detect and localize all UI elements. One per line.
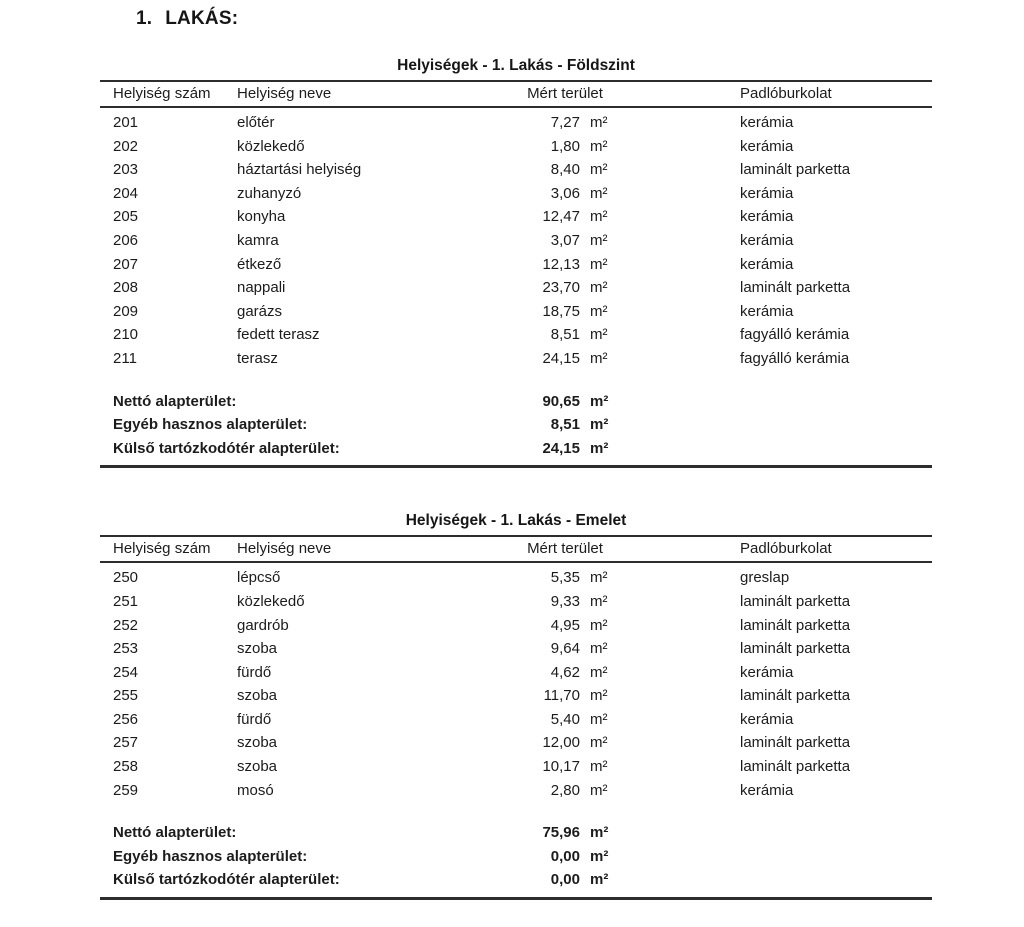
cell-room-name: szoba <box>237 687 278 705</box>
cell-area-value: 24,15 <box>542 349 580 367</box>
cell-room-name: kamra <box>237 231 279 249</box>
table-row <box>100 755 932 779</box>
summary-row <box>100 868 932 892</box>
cell-floor-covering: laminált parketta <box>740 161 851 179</box>
summary-row <box>100 845 932 869</box>
table-body <box>100 108 932 371</box>
cell-floor-covering: kerámia <box>740 208 794 226</box>
summary-spacer <box>630 868 932 892</box>
cell-room-number: 257 <box>113 734 139 752</box>
summary-spacer <box>630 845 932 869</box>
cell-area-value: 12,13 <box>542 255 580 273</box>
cell-area-unit: m² <box>590 687 608 705</box>
table-header-row <box>100 82 932 106</box>
table-row <box>100 205 932 229</box>
cell-area-value: 2,80 <box>550 781 580 799</box>
col-header-room-name: Helyiség neve <box>237 85 332 102</box>
summary-value: 0,00 <box>550 847 580 865</box>
cell-area-unit: m² <box>590 592 608 610</box>
summary-unit: m² <box>590 824 609 842</box>
col-header-area: Mért terület <box>527 540 603 558</box>
cell-floor-covering: greslap <box>740 569 790 587</box>
cell-area-value: 1,80 <box>550 137 580 155</box>
cell-room-number: 203 <box>113 161 139 179</box>
cell-room-name: étkező <box>237 255 282 273</box>
cell-room-name: szoba <box>237 640 278 658</box>
col-header-room-number: Helyiség szám <box>113 540 211 558</box>
summary-row <box>100 413 932 437</box>
cell-room-name: lépcső <box>237 569 281 587</box>
summary-value: 90,65 <box>542 392 580 410</box>
cell-room-name: közlekedő <box>237 592 305 610</box>
summary-unit: m² <box>590 416 609 434</box>
cell-area-value: 12,00 <box>542 734 580 752</box>
cell-area-value: 5,35 <box>550 569 580 587</box>
table-row <box>100 276 932 300</box>
table-row <box>100 323 932 347</box>
cell-room-name: szoba <box>237 758 278 776</box>
cell-area-value: 12,47 <box>542 208 580 226</box>
table-row <box>100 731 932 755</box>
summary-row <box>100 821 932 845</box>
summary-value: 8,51 <box>550 416 580 434</box>
cell-area-unit: m² <box>590 208 608 226</box>
table-row <box>100 253 932 277</box>
cell-floor-covering: kerámia <box>740 114 794 131</box>
cell-area-unit: m² <box>590 569 608 587</box>
col-header-area: Mért terület <box>527 85 603 102</box>
cell-room-number: 205 <box>113 208 139 226</box>
table-title: Helyiségek - 1. Lakás - Földszint <box>397 57 635 74</box>
col-header-floor: Padlóburkolat <box>740 540 832 558</box>
table-row <box>100 158 932 182</box>
summary-value: 0,00 <box>550 871 580 889</box>
cell-area-unit: m² <box>590 326 608 344</box>
cell-area-unit: m² <box>590 640 608 658</box>
summary-row <box>100 437 932 461</box>
cell-floor-covering: fagyálló kerámia <box>740 326 850 344</box>
cell-area-value: 9,64 <box>550 640 580 658</box>
cell-area-unit: m² <box>590 302 608 320</box>
cell-room-number: 255 <box>113 687 139 705</box>
cell-area-unit: m² <box>590 758 608 776</box>
cell-floor-covering: kerámia <box>740 781 794 799</box>
table-row <box>100 566 932 590</box>
summary-unit: m² <box>590 439 609 457</box>
room-table <box>100 57 932 468</box>
cell-floor-covering: kerámia <box>740 302 794 320</box>
cell-area-value: 23,70 <box>542 279 580 297</box>
tables-host <box>100 57 932 927</box>
cell-room-number: 209 <box>113 302 139 320</box>
cell-room-name: háztartási helyiség <box>237 161 362 179</box>
summary-spacer <box>630 390 932 414</box>
cell-room-name: fürdő <box>237 710 272 728</box>
cell-area-value: 4,95 <box>550 616 580 634</box>
cell-room-number: 210 <box>113 326 139 344</box>
cell-room-number: 201 <box>113 114 139 131</box>
cell-area-value: 8,40 <box>550 161 580 179</box>
cell-area-unit: m² <box>590 184 608 202</box>
col-header-room-number: Helyiség szám <box>113 85 211 102</box>
cell-room-number: 204 <box>113 184 139 202</box>
cell-floor-covering: laminált parketta <box>740 758 851 776</box>
cell-area-unit: m² <box>590 114 608 131</box>
cell-area-unit: m² <box>590 161 608 179</box>
cell-floor-covering: laminált parketta <box>740 640 851 658</box>
cell-floor-covering: kerámia <box>740 663 794 681</box>
summary-value: 75,96 <box>542 824 580 842</box>
table-bottom-divider <box>100 897 932 900</box>
section-heading-text: LAKÁS: <box>165 8 239 29</box>
table-row <box>100 590 932 614</box>
cell-room-number: 206 <box>113 231 139 249</box>
table-row <box>100 182 932 206</box>
cell-area-value: 4,62 <box>550 663 580 681</box>
table-row <box>100 637 932 661</box>
summary-label: Egyéb hasznos alapterület: <box>113 416 308 434</box>
col-header-floor: Padlóburkolat <box>740 85 832 102</box>
cell-room-name: zuhanyzó <box>237 184 302 202</box>
table-row <box>100 708 932 732</box>
section-heading-number: 1. <box>136 8 153 29</box>
cell-area-value: 3,07 <box>550 231 580 249</box>
cell-floor-covering: laminált parketta <box>740 734 851 752</box>
cell-area-value: 11,70 <box>543 687 580 705</box>
summary-label: Nettó alapterület: <box>113 392 237 410</box>
cell-room-number: 208 <box>113 279 139 297</box>
table-row <box>100 614 932 638</box>
cell-room-name: fürdő <box>237 663 272 681</box>
cell-room-name: konyha <box>237 208 286 226</box>
room-table <box>100 512 932 900</box>
cell-room-number: 207 <box>113 255 139 273</box>
cell-room-number: 254 <box>113 663 139 681</box>
cell-area-unit: m² <box>590 255 608 273</box>
summary-label: Külső tartózkodótér alapterület: <box>113 871 340 889</box>
cell-area-value: 9,33 <box>550 592 580 610</box>
cell-room-number: 211 <box>113 349 137 367</box>
summary-label: Nettó alapterület: <box>113 824 237 842</box>
cell-floor-covering: kerámia <box>740 184 794 202</box>
cell-room-number: 252 <box>113 616 139 634</box>
cell-area-unit: m² <box>590 710 608 728</box>
cell-floor-covering: fagyálló kerámia <box>740 349 850 367</box>
cell-room-number: 258 <box>113 758 139 776</box>
table-row <box>100 684 932 708</box>
summary-unit: m² <box>590 392 609 410</box>
table-row <box>100 347 932 371</box>
cell-floor-covering: laminált parketta <box>740 687 851 705</box>
cell-area-unit: m² <box>590 231 608 249</box>
cell-area-value: 8,51 <box>550 326 580 344</box>
cell-area-unit: m² <box>590 349 608 367</box>
cell-room-number: 259 <box>113 781 139 799</box>
cell-floor-covering: kerámia <box>740 231 794 249</box>
table-header-row <box>100 537 932 561</box>
cell-room-name: garázs <box>237 302 283 320</box>
cell-area-unit: m² <box>590 663 608 681</box>
cell-room-name: nappali <box>237 279 286 297</box>
cell-room-name: gardrób <box>237 616 289 634</box>
table-bottom-divider <box>100 465 932 468</box>
cell-room-name: közlekedő <box>237 137 305 155</box>
cell-room-number: 251 <box>113 592 139 610</box>
table-row <box>100 661 932 685</box>
section-heading <box>136 8 238 30</box>
summary-unit: m² <box>590 871 609 889</box>
cell-room-name: terasz <box>237 349 278 367</box>
cell-floor-covering: laminált parketta <box>740 592 851 610</box>
summary-spacer <box>630 821 932 845</box>
cell-area-value: 10,17 <box>542 758 580 776</box>
cell-floor-covering: laminált parketta <box>740 279 851 297</box>
cell-area-value: 3,06 <box>550 184 580 202</box>
summary-spacer <box>630 413 932 437</box>
cell-area-unit: m² <box>590 137 608 155</box>
table-header <box>100 80 932 108</box>
cell-room-number: 250 <box>113 569 139 587</box>
cell-floor-covering: kerámia <box>740 710 794 728</box>
table-body <box>100 563 932 802</box>
cell-area-value: 5,40 <box>550 710 580 728</box>
cell-area-unit: m² <box>590 616 608 634</box>
table-row <box>100 300 932 324</box>
summary-body <box>100 390 932 461</box>
table-title: Helyiségek - 1. Lakás - Emelet <box>405 512 627 530</box>
cell-room-name: fedett terasz <box>237 326 320 344</box>
table-row <box>100 779 932 803</box>
cell-room-name: mosó <box>237 781 274 799</box>
summary-label: Külső tartózkodótér alapterület: <box>113 439 340 457</box>
summary-body <box>100 821 932 892</box>
cell-floor-covering: kerámia <box>740 255 794 273</box>
summary-label: Egyéb hasznos alapterület: <box>113 847 308 865</box>
cell-area-value: 18,75 <box>542 302 580 320</box>
cell-area-unit: m² <box>590 734 608 752</box>
cell-floor-covering: kerámia <box>740 137 794 155</box>
table-row <box>100 111 932 135</box>
col-header-room-name: Helyiség neve <box>237 540 332 558</box>
summary-unit: m² <box>590 847 609 865</box>
table-header <box>100 535 932 563</box>
cell-room-number: 253 <box>113 640 139 658</box>
summary-row <box>100 390 932 414</box>
table-row <box>100 229 932 253</box>
cell-room-name: előtér <box>237 114 275 131</box>
cell-area-unit: m² <box>590 279 608 297</box>
summary-spacer <box>630 437 932 461</box>
cell-area-unit: m² <box>590 781 608 799</box>
cell-area-value: 7,27 <box>550 114 580 131</box>
cell-room-number: 256 <box>113 710 139 728</box>
cell-room-name: szoba <box>237 734 278 752</box>
cell-floor-covering: laminált parketta <box>740 616 851 634</box>
summary-value: 24,15 <box>542 439 580 457</box>
cell-room-number: 202 <box>113 137 139 155</box>
table-row <box>100 135 932 159</box>
